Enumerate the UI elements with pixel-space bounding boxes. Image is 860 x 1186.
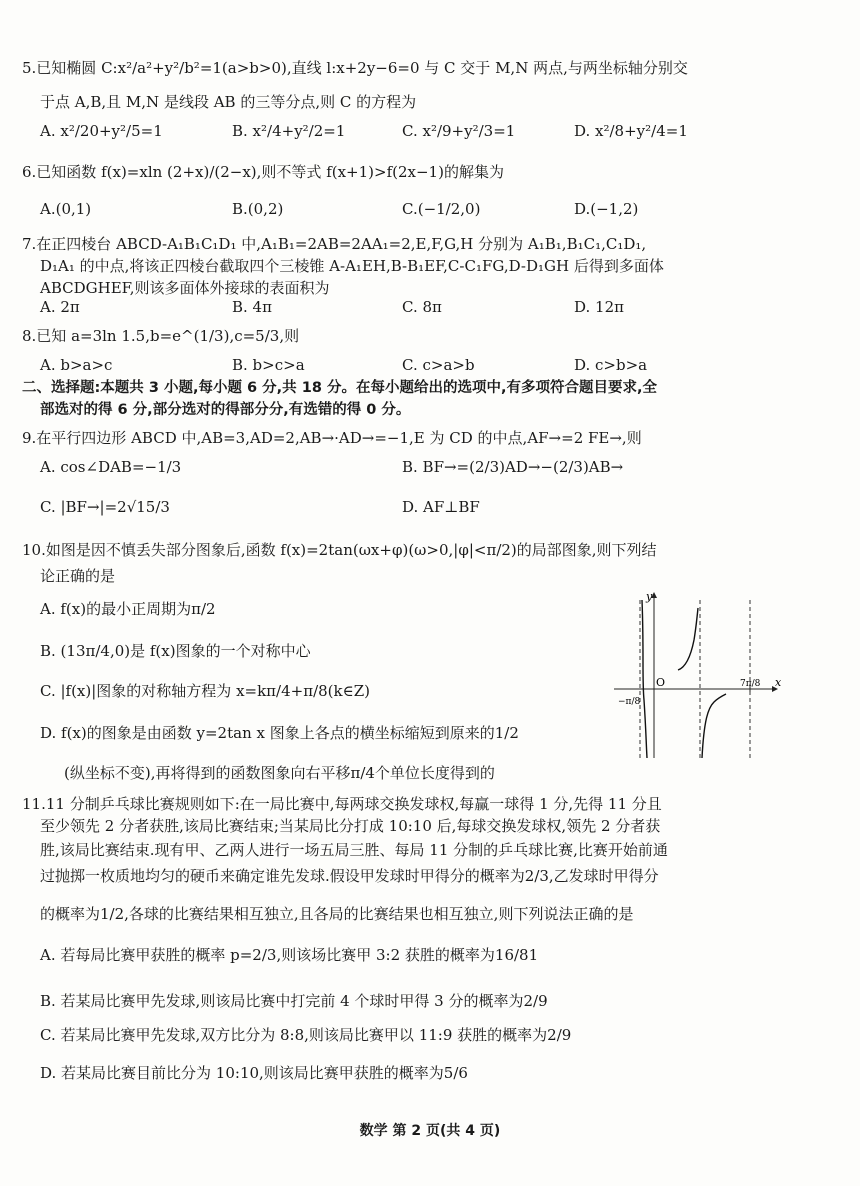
q11-stem-line1: 11.11 分制乒乓球比赛规则如下:在一局比赛中,每两球交换发球权,每赢一球得 1 分,先得 11 分且 — [22, 795, 662, 813]
q10-tangent-graph — [612, 590, 784, 758]
q11-stem-line5: 的概率为1/2,各球的比赛结果相互独立,且各局的比赛结果也相互独立,则下列说法正确的是 — [40, 905, 634, 923]
q10-stem-line2: 论正确的是 — [40, 567, 116, 585]
q5-stem-line1: 5.已知椭圆 C:x²/a²+y²/b²=1(a>b>0),直线 l:x+2y−6=0 与 C 交于 M,N 两点,与两坐标轴分别交 — [22, 59, 688, 77]
q10-option-b: B. (13π/4,0)是 f(x)图象的一个对称中心 — [40, 642, 311, 660]
section2-header-line1: 二、选择题:本题共 3 小题,每小题 6 分,共 18 分。在每小题给出的选项中,有多项符合题目要求,全 — [22, 380, 657, 396]
q10-option-d-line1: D. f(x)的图象是由函数 y=2tan x 图象上各点的横坐标缩短到原来的1/2 — [40, 724, 519, 742]
q8-option-a: A. b>a>c — [40, 356, 113, 374]
q11-stem-line4: 过抛掷一枚质地均匀的硬币来确定谁先发球.假设甲发球时甲得分的概率为2/3,乙发球时甲得分 — [40, 867, 659, 885]
tan-curve-right — [702, 694, 726, 758]
origin-label: O — [656, 676, 666, 689]
q8-stem: 8.已知 a=3ln 1.5,b=e^(1/3),c=5/3,则 — [22, 327, 300, 345]
q11-option-d: D. 若某局比赛目前比分为 10:10,则该局比赛甲获胜的概率为5/6 — [40, 1064, 468, 1082]
section2-header-line2: 部选对的得 6 分,部分选对的得部分分,有选错的得 0 分。 — [40, 402, 411, 418]
q7-option-a: A. 2π — [40, 298, 80, 316]
q9-option-b: B. BF→=(2/3)AD→−(2/3)AB→ — [402, 458, 624, 476]
y-axis-label: y — [646, 590, 653, 603]
q5-stem-line2: 于点 A,B,且 M,N 是线段 AB 的三等分点,则 C 的方程为 — [40, 93, 417, 111]
q6-option-c: C.(−1/2,0) — [402, 200, 481, 218]
q9-stem: 9.在平行四边形 ABCD 中,AB=3,AD=2,AB→·AD→=−1,E 为 CD 的中点,AF→=2 FE→,则 — [22, 429, 642, 447]
q10-option-d-line2: (纵坐标不变),再将得到的函数图象向右平移π/4个单位长度得到的 — [64, 764, 495, 782]
q7-stem-line3: ABCDGHEF,则该多面体外接球的表面积为 — [40, 279, 330, 297]
q11-option-a: A. 若每局比赛甲获胜的概率 p=2/3,则该场比赛甲 3:2 获胜的概率为16/81 — [40, 946, 539, 964]
tick-label-right: 7π/8 — [740, 679, 761, 689]
q8-option-c: C. c>a>b — [402, 356, 475, 374]
q10-option-c: C. |f(x)|图象的对称轴方程为 x=kπ/4+π/8(k∈Z) — [40, 682, 370, 700]
q7-stem-line2: D₁A₁ 的中点,将该正四棱台截取四个三棱锥 A-A₁EH,B-B₁EF,C-C₁FG,D-D₁GH 后得到多面体 — [40, 257, 664, 275]
q10-option-a: A. f(x)的最小正周期为π/2 — [40, 600, 216, 618]
q5-option-c: C. x²/9+y²/3=1 — [402, 122, 516, 140]
q5-option-b: B. x²/4+y²/2=1 — [232, 122, 346, 140]
q11-option-b: B. 若某局比赛甲先发球,则该局比赛中打完前 4 个球时甲得 3 分的概率为2/9 — [40, 992, 548, 1010]
q6-option-d: D.(−1,2) — [574, 200, 639, 218]
q6-option-a: A.(0,1) — [40, 200, 92, 218]
x-axis-label: x — [775, 676, 782, 689]
q7-option-c: C. 8π — [402, 298, 442, 316]
q8-option-b: B. b>c>a — [232, 356, 305, 374]
q7-stem-line1: 7.在正四棱台 ABCD-A₁B₁C₁D₁ 中,A₁B₁=2AB=2AA₁=2,E,F,G,H 分别为 A₁B₁,B₁C₁,C₁D₁, — [22, 235, 647, 253]
q9-option-c: C. |BF→|=2√15/3 — [40, 498, 170, 516]
q6-stem: 6.已知函数 f(x)=xln (2+x)/(2−x),则不等式 f(x+1)>f(2x−1)的解集为 — [22, 163, 504, 181]
q5-option-d: D. x²/8+y²/4=1 — [574, 122, 688, 140]
tan-curve-left — [642, 600, 647, 758]
q11-option-c: C. 若某局比赛甲先发球,双方比分为 8:8,则该局比赛甲以 11:9 获胜的概率为2/9 — [40, 1026, 572, 1044]
q6-option-b: B.(0,2) — [232, 200, 284, 218]
q9-option-a: A. cos∠DAB=−1/3 — [40, 458, 182, 476]
q9-option-d: D. AF⊥BF — [402, 498, 480, 516]
q7-option-b: B. 4π — [232, 298, 272, 316]
q7-option-d: D. 12π — [574, 298, 624, 316]
tick-label-left: −π/8 — [618, 697, 641, 707]
page-footer: 数学 第 2 页(共 4 页) — [359, 1123, 501, 1139]
tan-curve-middle — [678, 608, 698, 670]
q10-stem-line1: 10.如图是因不慎丢失部分图象后,函数 f(x)=2tan(ωx+φ)(ω>0,|φ|<π/2)的局部图象,则下列结 — [22, 541, 657, 559]
q5-option-a: A. x²/20+y²/5=1 — [40, 122, 163, 140]
q11-stem-line3: 胜,该局比赛结束.现有甲、乙两人进行一场五局三胜、每局 11 分制的乒乓球比赛,比赛开始前通 — [40, 841, 668, 859]
q8-option-d: D. c>b>a — [574, 356, 648, 374]
q11-stem-line2: 至少领先 2 分者获胜,该局比赛结束;当某局比分打成 10:10 后,每球交换发球权,领先 2 分者获 — [40, 817, 661, 835]
